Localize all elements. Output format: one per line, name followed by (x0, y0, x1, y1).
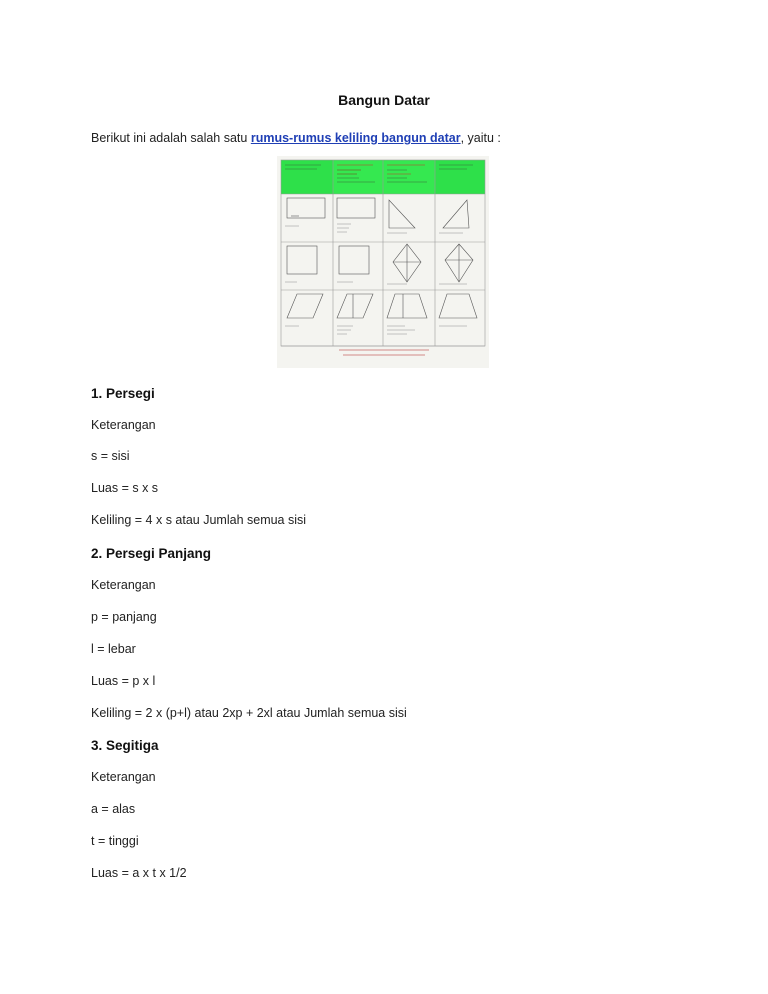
intro-paragraph (91, 131, 501, 145)
shapes-formula-table-image (277, 156, 489, 368)
text-line: Luas = s x s (91, 481, 159, 495)
page-title: Bangun Datar (338, 92, 430, 108)
text-line: p = panjang (91, 610, 157, 624)
text-line: Keliling = 2 x (p+l) atau 2xp + 2xl atau Jumlah semua sisi (91, 706, 407, 720)
intro-text: Berikut ini adalah salah satu (91, 131, 251, 145)
text-line: s = sisi (91, 449, 130, 463)
text-line: t = tinggi (91, 834, 139, 848)
section-heading-segitiga: 3. Segitiga (91, 738, 159, 753)
text-line: Keterangan (91, 578, 156, 592)
text-line: Keliling = 4 x s atau Jumlah semua sisi (91, 513, 307, 527)
text-line: l = lebar (91, 642, 136, 656)
text-line: Keterangan (91, 770, 156, 784)
section-heading-persegi-panjang: 2. Persegi Panjang (91, 546, 212, 561)
text-line: Luas = a x t x 1/2 (91, 866, 187, 880)
text-line: Keterangan (91, 418, 156, 432)
section-heading-persegi: 1. Persegi (91, 386, 155, 401)
intro-text-end: , yaitu : (460, 131, 501, 145)
text-line: a = alas (91, 802, 136, 816)
text-line: Luas = p x l (91, 674, 156, 688)
formula-table-drawing (277, 156, 489, 368)
formula-link[interactable]: rumus-rumus keliling bangun datar (250, 131, 461, 145)
